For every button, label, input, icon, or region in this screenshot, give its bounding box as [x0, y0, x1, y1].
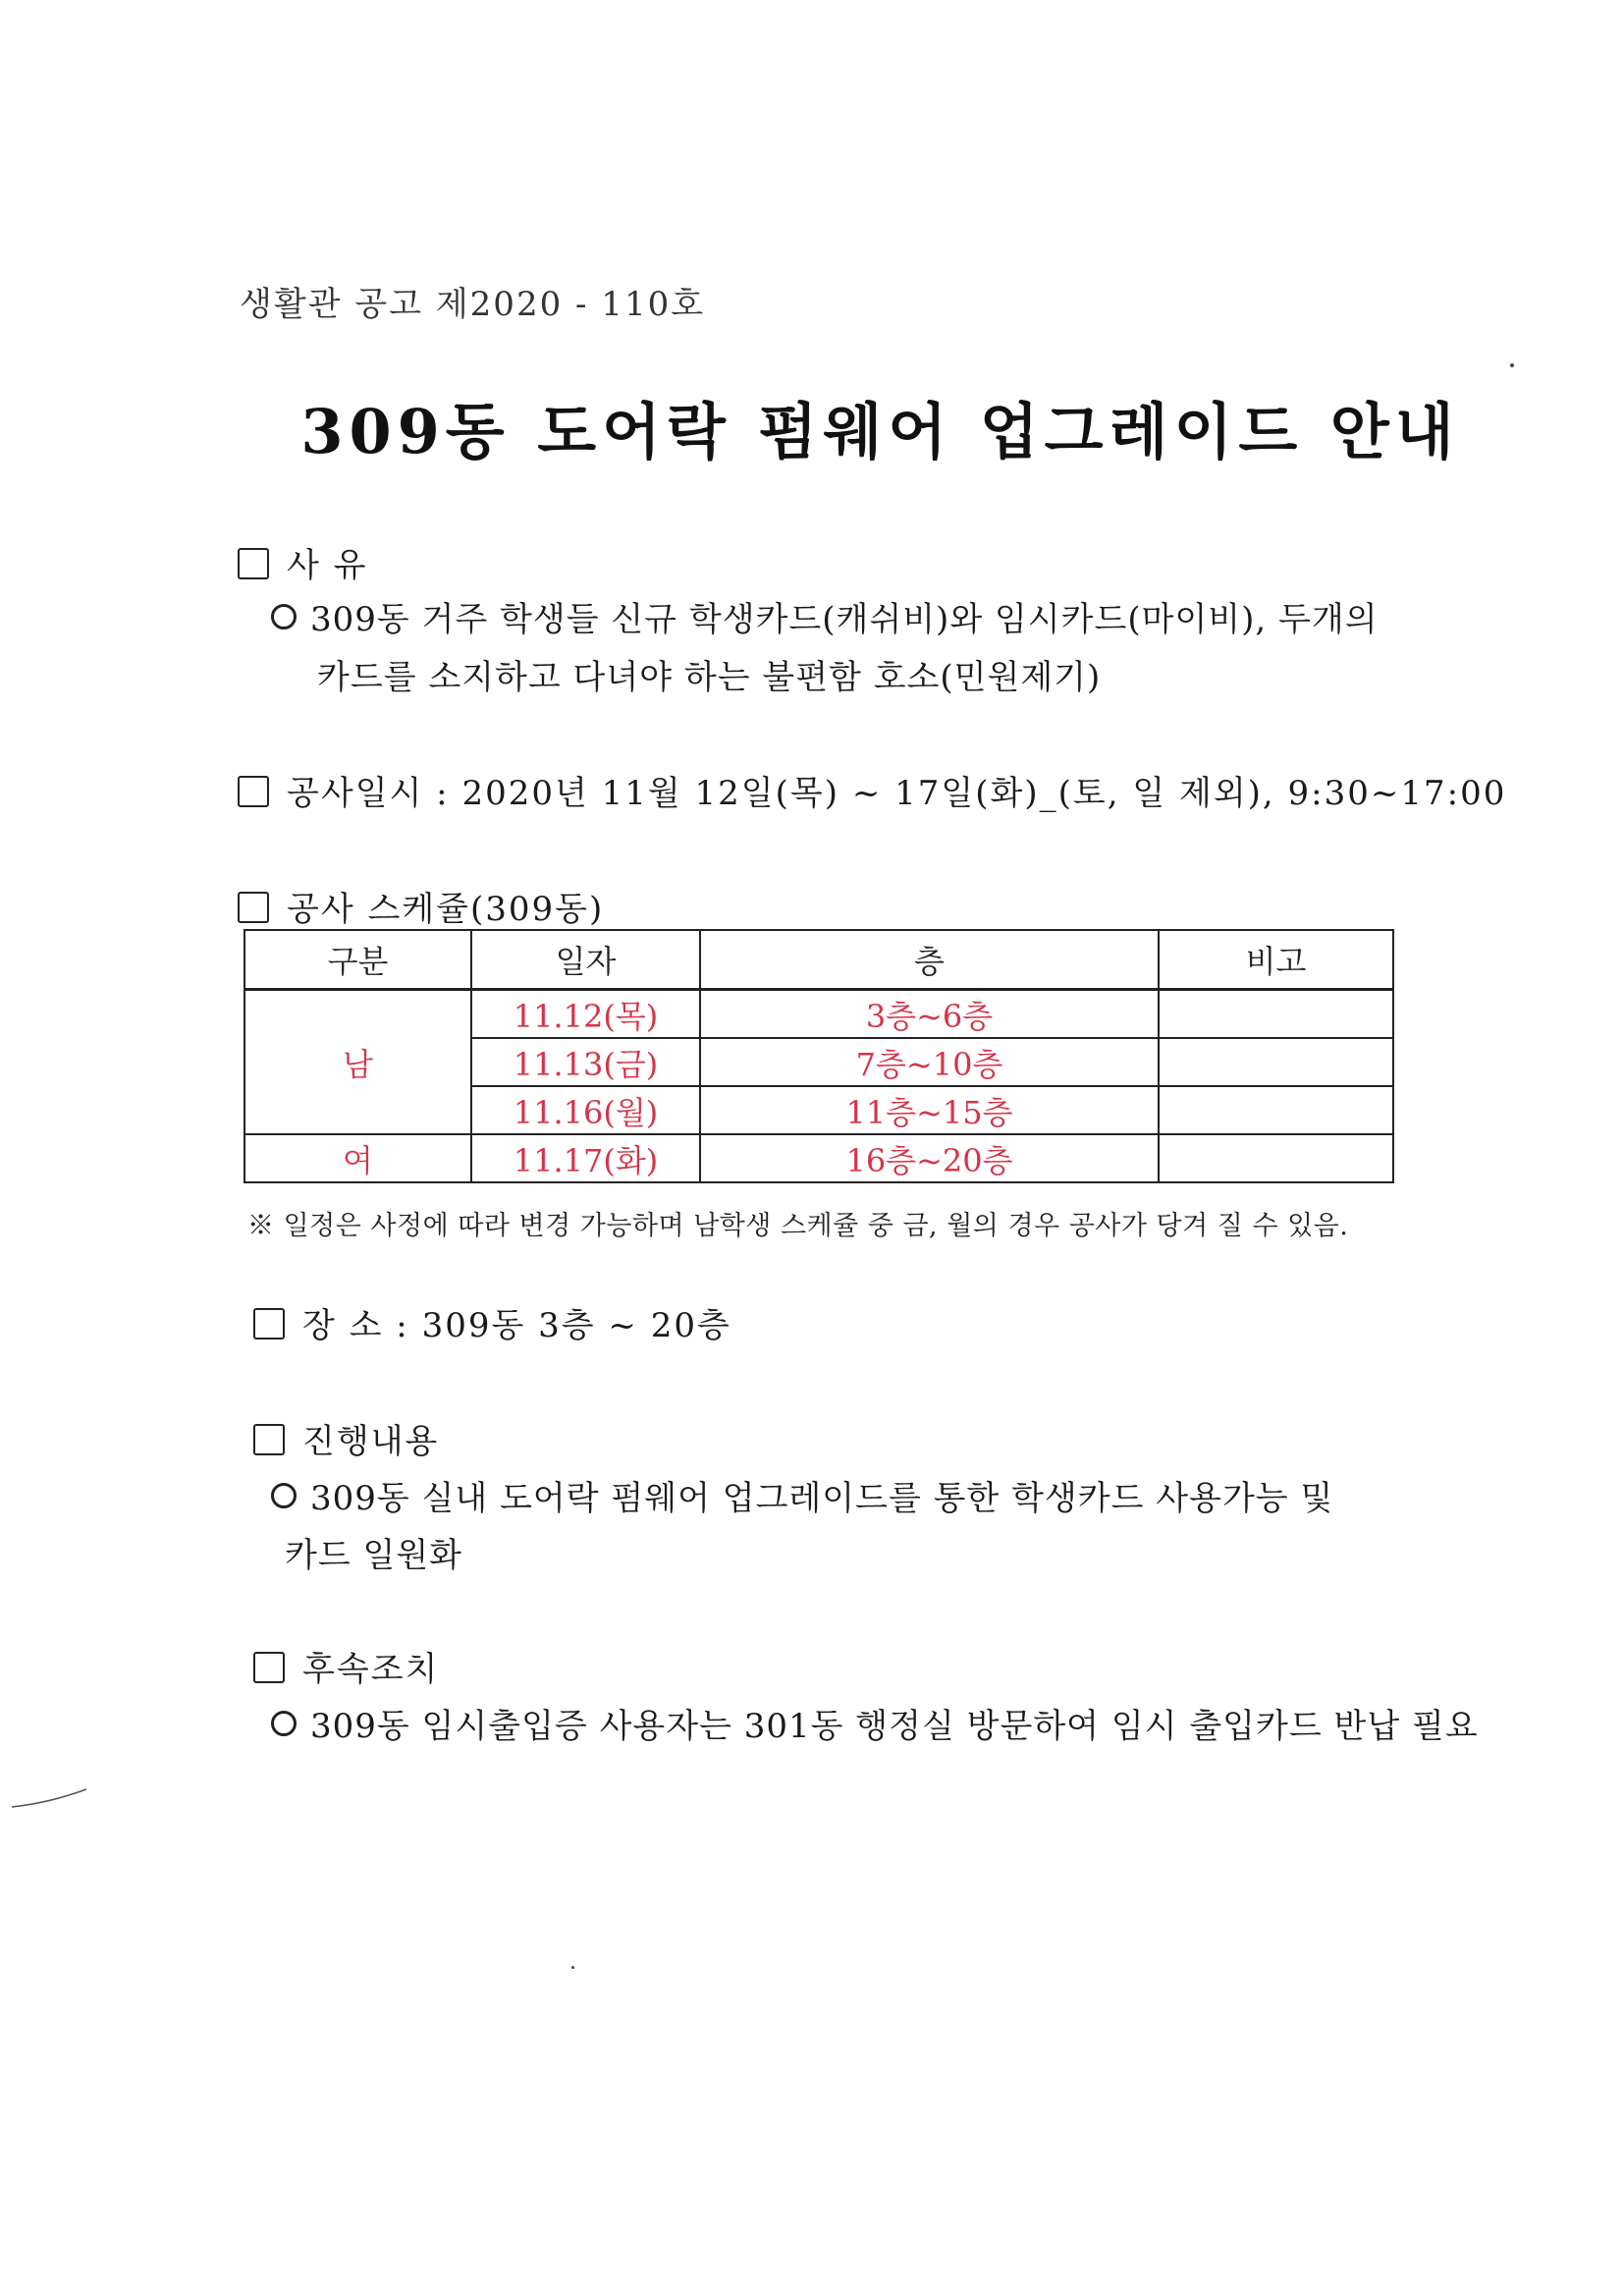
page-title: 309동 도어락 펌웨어 업그레이드 안내 — [300, 396, 1460, 467]
circle-bullet-icon — [271, 604, 297, 629]
section-reason-heading: 사 유 — [287, 546, 368, 585]
progress-line-2: 카드 일원화 — [285, 1536, 463, 1575]
row-note — [1159, 1086, 1393, 1134]
schedule-footnote: ※ 일정은 사정에 따라 변경 가능하며 남학생 스케쥴 중 금, 월의 경우 공사가 당겨 질 수 있음. — [247, 1211, 1349, 1241]
column-header-floor: 층 — [700, 930, 1159, 990]
checkbox-icon — [238, 548, 269, 579]
section-period-text: 공사일시 : 2020년 11월 12일(목) ~ 17일(화)_(토, 일 제외), 9:30~17:00 — [287, 774, 1507, 813]
checkbox-icon — [253, 1652, 285, 1683]
section-period — [238, 766, 1506, 814]
row-date: 11.16(월) — [471, 1086, 700, 1134]
circle-bullet-icon — [271, 1483, 297, 1508]
row-note — [1159, 990, 1393, 1039]
row-date: 11.13(금) — [471, 1038, 700, 1086]
column-header-note: 비고 — [1159, 930, 1393, 990]
reason-line-1 — [271, 592, 1379, 640]
row-note — [1159, 1134, 1393, 1182]
row-floors: 16층~20층 — [700, 1134, 1159, 1182]
reason-line-2: 카드를 소지하고 다녀야 하는 불편함 호소(민원제기) — [317, 658, 1102, 697]
checkbox-icon — [253, 1308, 285, 1339]
row-note — [1159, 1038, 1393, 1086]
row-floors: 3층~6층 — [700, 990, 1159, 1039]
followup-line-1-text: 309동 임시출입증 사용자는 301동 행정실 방문하여 임시 출입카드 반납 필요 — [310, 1707, 1479, 1746]
checkbox-icon — [253, 1424, 285, 1455]
checkbox-icon — [238, 892, 269, 923]
table-header-row — [244, 930, 1393, 990]
section-schedule — [238, 882, 604, 930]
section-progress-heading: 진행내용 — [302, 1422, 440, 1461]
group-label-male: 남 — [244, 990, 471, 1135]
section-followup — [253, 1642, 439, 1690]
table-row — [244, 990, 1393, 1039]
section-progress — [253, 1414, 439, 1462]
circle-bullet-icon — [271, 1711, 297, 1736]
section-reason — [238, 538, 368, 586]
checkbox-icon — [238, 776, 269, 807]
row-date: 11.12(목) — [471, 990, 700, 1039]
column-header-category: 구분 — [244, 930, 471, 990]
progress-line-1-text: 309동 실내 도어락 펌웨어 업그레이드를 통한 학생카드 사용가능 및 — [310, 1479, 1334, 1518]
notice-number: 생활관 공고 제2020 - 110호 — [240, 285, 706, 324]
column-header-date: 일자 — [471, 930, 700, 990]
scan-dot — [571, 1966, 574, 1969]
row-date: 11.17(화) — [471, 1134, 700, 1182]
section-schedule-heading: 공사 스케쥴(309동) — [287, 890, 605, 929]
group-label-female: 여 — [244, 1134, 471, 1182]
row-floors: 7층~10층 — [700, 1038, 1159, 1086]
reason-line-1-text: 309동 거주 학생들 신규 학생카드(캐쉬비)와 임시카드(마이비), 두개의 — [310, 600, 1379, 639]
section-location-text: 장 소 : 309동 3층 ~ 20층 — [302, 1306, 731, 1345]
schedule-table — [243, 929, 1394, 1183]
row-floors: 11층~15층 — [700, 1086, 1159, 1134]
section-location — [253, 1298, 731, 1346]
progress-line-1 — [271, 1471, 1333, 1519]
section-followup-heading: 후속조치 — [302, 1650, 440, 1689]
scan-dot — [1510, 363, 1514, 367]
followup-line-1 — [271, 1699, 1479, 1747]
table-row — [244, 1134, 1393, 1182]
scan-stroke-mark — [10, 1787, 88, 1811]
